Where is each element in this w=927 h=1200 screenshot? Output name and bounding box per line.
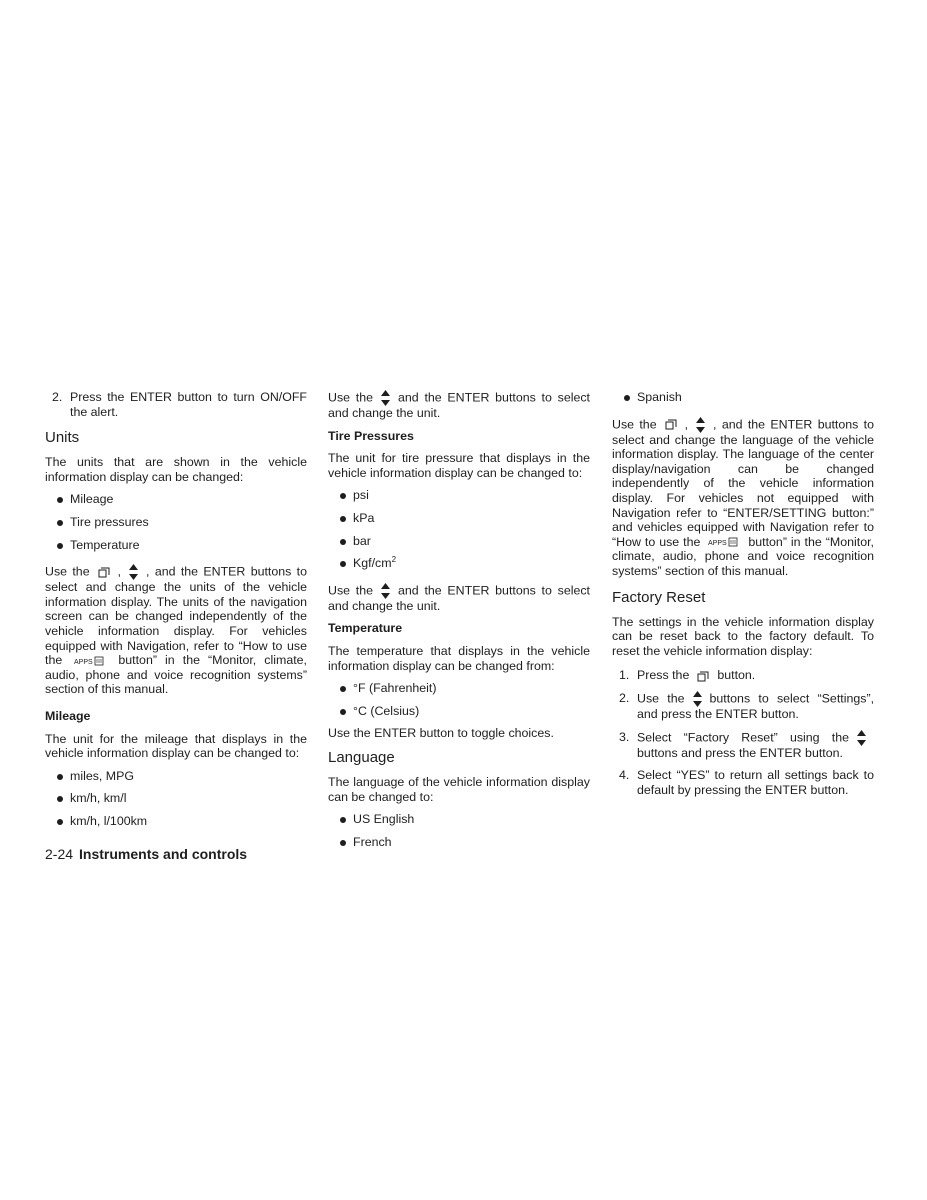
reset-steps [612,668,874,797]
comma: , [117,564,122,579]
step-text: Use the [637,691,685,706]
use-the-text: Use the [45,564,90,579]
step-text: Select “YES” to return all settings back to default by pressing the ENTER button. [637,768,874,797]
step-text: button. [717,668,756,683]
units-heading: Units [45,429,80,447]
units-body [45,564,307,697]
step-number: 3. [619,729,630,744]
language-heading: Language [328,748,395,766]
column-2 [328,390,590,849]
language-body [612,417,874,579]
units-list [45,492,307,552]
unit-select-text [328,390,590,421]
mileage-subheading: Mileage [45,708,91,723]
list-item: psi [328,488,590,503]
units-body-text: , and the ENTER buttons to select and change the units of the vehicle information display. The units of the navigation screen can be changed independently of the vehicle information display. For vehicles equipped with Navigation, refer to “How to use the [45,564,307,668]
list-item: bar [328,534,590,549]
list-item: °C (Celsius) [328,704,590,719]
units-body-text-2: button” in the “Monitor, climate, audio, phone and voice recognition systems” section of this manual. [45,653,307,697]
list-item: kPa [328,511,590,526]
up-down-arrow-icon [381,583,390,599]
tire-intro: The unit for tire pressure that displays in the vehicle information display can be changed to: [328,451,590,480]
toggle-text: Use the ENTER button to toggle choices. [328,726,554,741]
list-item: US English [328,812,590,827]
use-the-text: Use the [612,416,657,431]
column-3 [612,390,874,797]
apps-label: APPS [74,658,93,666]
mileage-intro: The unit for the mileage that displays in the vehicle information display can be changed to: [45,731,307,761]
list-item: °F (Fahrenheit) [328,681,590,696]
page-footer [45,846,247,862]
back-button-icon [697,671,709,682]
alert-steps [45,390,307,419]
reset-intro: The settings in the vehicle information display can be reset back to the factory default. To reset the vehicle information display: [612,614,874,658]
column-1 [45,390,307,828]
mileage-list [45,769,307,829]
language-list-cont [612,390,874,405]
list-item-text: Kgf/cm [353,556,392,571]
back-button-icon [665,419,677,430]
enter-select-text: and the ENTER buttons to select and change the unit. [328,583,591,613]
temperature-subheading: Temperature [328,621,403,636]
apps-button-icon [74,656,106,666]
section-title: Instruments and controls [79,846,248,862]
list-item: Temperature [45,538,307,553]
apps-label: APPS [708,540,728,548]
step-text: buttons to select “Settings”, and press the ENTER button. [637,691,875,721]
tire-list [328,488,590,570]
up-down-arrow-icon [381,390,390,406]
use-the-text: Use the [328,583,374,598]
list-item: miles, MPG [45,769,307,784]
enter-select-text: and the ENTER buttons to select and change the unit. [328,390,591,420]
step-text: Press the ENTER button to turn ON/OFF the alert. [70,390,307,419]
list-item: Spanish [612,390,874,405]
tire-pressures-subheading: Tire Pressures [328,428,414,443]
step-number: 1. [619,668,630,683]
language-body-text-2: button” in the “Monitor, climate, audio, phone and voice recognition systems” section of this manual. [612,534,874,578]
up-down-arrow-icon [693,691,702,707]
language-body-text: , and the ENTER buttons to select and change the language of the vehicle information display. The language of the center display/navigation can be changed independently of the vehicle information display. For vehicles not equipped with Navigation refer to “ENTER/SETTING button:” and vehicles equipped with Navigation refer to “How to use the [612,416,874,549]
list-item: Mileage [45,492,307,507]
step-number: 4. [619,768,630,783]
step-number: 2. [619,690,630,705]
page-number: 2-24 [45,846,74,862]
step-1 [612,668,874,683]
list-item: km/h, km/l [45,791,307,806]
up-down-arrow-icon [696,417,705,433]
step-2 [612,691,874,722]
up-down-arrow-icon [129,564,138,580]
step-2 [45,390,307,419]
list-item: km/h, l/100km [45,814,307,829]
unit-select-text [328,583,590,614]
list-item: French [328,835,590,850]
units-intro: The units that are shown in the vehicle information display can be changed: [45,455,307,484]
comma: , [684,416,689,431]
superscript: 2 [391,555,397,565]
factory-reset-heading: Factory Reset [612,588,706,606]
up-down-arrow-icon [857,730,866,746]
apps-button-icon [708,537,740,547]
step-3 [612,730,874,761]
list-item: Tire pressures [45,515,307,530]
temp-intro: The temperature that displays in the vehicle information display can be changed from: [328,643,590,673]
language-list [328,812,590,849]
step-text: buttons and press the ENTER button. [637,745,843,760]
back-button-icon [98,567,110,578]
use-the-text: Use the [328,390,374,405]
step-text: Press the [637,668,690,683]
step-number: 2. [52,390,63,404]
temp-list [328,681,590,718]
language-intro: The language of the vehicle information display can be changed to: [328,774,590,804]
list-item [328,556,590,571]
step-4 [612,768,874,797]
step-text: Select “Factory Reset” using the [637,729,849,744]
